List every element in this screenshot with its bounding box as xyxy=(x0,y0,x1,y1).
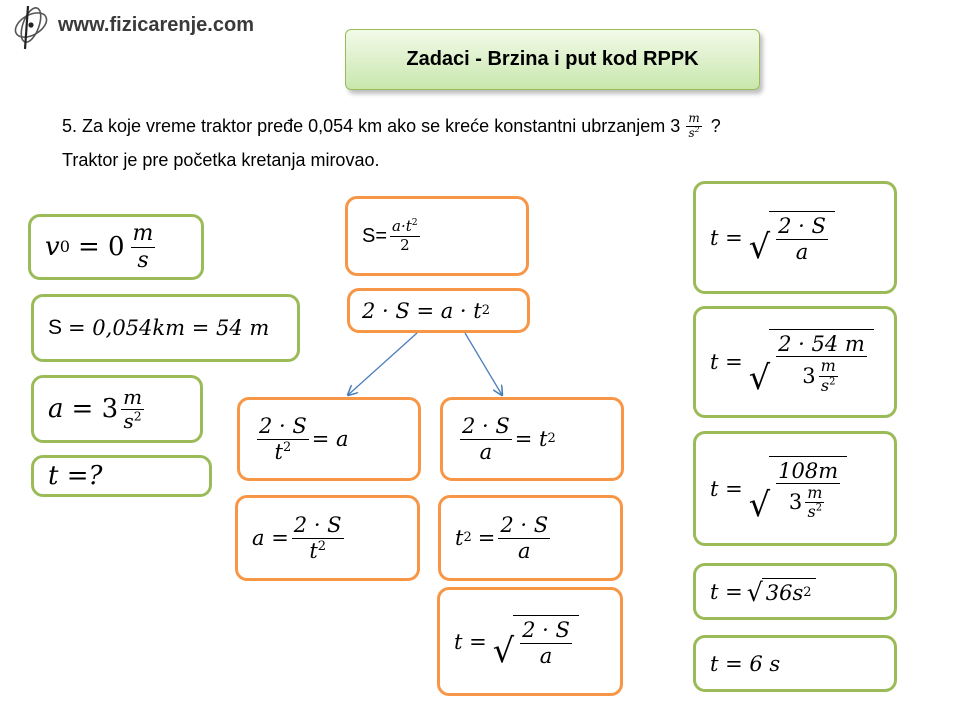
right1-den: a xyxy=(479,439,493,464)
left1-rhs: = a xyxy=(311,427,349,451)
right1-frac xyxy=(460,414,512,463)
right2-lhs: t xyxy=(455,526,464,550)
formula-lhs: S= xyxy=(362,224,388,247)
a-unit xyxy=(121,386,144,433)
step3-den-coef: 3 xyxy=(788,490,803,515)
left2-den: t xyxy=(309,538,318,563)
result-text: t = 6 s xyxy=(710,651,781,676)
step4-sqrt: √ 36s 2 xyxy=(747,578,816,605)
solution-step2-box xyxy=(693,306,897,418)
step3-sqrt: √ 108m 3 $\frac{m}{s^2}$ xyxy=(749,456,847,522)
right3-lhs: t = xyxy=(454,629,487,654)
step1-num: 2 · S xyxy=(778,214,826,239)
problem-text-prefix: 5. Za koje vreme traktor pređe 0,054 km ako se kreće konstantni ubrzanjem 3 xyxy=(62,115,681,136)
step2-den-num: m xyxy=(820,356,836,376)
problem-unit-num: m xyxy=(688,111,700,125)
title-banner xyxy=(345,29,760,90)
right2-den: a xyxy=(517,538,531,563)
right3-num: 2 · S xyxy=(522,618,570,643)
step2-num: 2 · 54 m xyxy=(778,332,865,357)
site-url: www.fizicarenje.com xyxy=(58,14,254,36)
v0-eq: = 0 xyxy=(77,232,125,262)
step4-rad: 36s xyxy=(765,581,804,605)
a-symbol: a xyxy=(48,394,64,424)
right1-rhs: = t xyxy=(514,427,548,451)
v0-symbol: v xyxy=(45,232,60,262)
left2-den-exp: 2 xyxy=(317,538,327,554)
left1-num: 2 · S xyxy=(259,414,307,439)
formula-num-exp: 2 xyxy=(411,217,418,229)
problem-unit xyxy=(686,112,701,141)
step2-den-den-exp: 2 xyxy=(829,376,836,388)
formula-den: 2 xyxy=(400,235,410,254)
branch-arrows xyxy=(330,328,530,403)
rearranged-text: 2 · S = a · t xyxy=(362,298,482,323)
formula-num: a·t xyxy=(392,217,412,236)
v0-unit-num: m xyxy=(132,221,154,247)
step2-sqrt: √ 2 · 54 m 3 $\frac{m}{s^2}$ xyxy=(749,329,874,395)
formula-box xyxy=(345,196,529,276)
given-a-box xyxy=(31,375,203,443)
problem-line-2: Traktor je pre početka kretanja mirovao. xyxy=(62,150,380,170)
right3-sqrt: √ $\frac{2 \cdot S}{a}$ xyxy=(493,615,579,667)
problem-unit-exp: 2 xyxy=(694,124,700,134)
rearranged-box: 2 · S = a · t 2 xyxy=(347,288,530,333)
a-eq: = 3 xyxy=(71,394,119,424)
v0-unit xyxy=(131,221,156,273)
t-unknown: t =? xyxy=(48,461,103,491)
left1-den-exp: 2 xyxy=(282,439,292,455)
step4-lhs: t = xyxy=(710,579,743,604)
left2-frac xyxy=(292,513,344,562)
step1-sqrt: √ $\frac{2 \cdot S}{a}$ xyxy=(749,211,835,263)
step3-lhs: t = xyxy=(710,476,743,501)
problem-text-suffix: ? xyxy=(710,115,721,136)
logo-icon xyxy=(6,2,54,52)
right3-box xyxy=(437,587,623,696)
a-unit-den: s xyxy=(123,408,134,433)
problem-line-1 xyxy=(62,112,721,141)
step3-den-den: s xyxy=(807,502,816,522)
step2-den-den: s xyxy=(820,375,830,395)
a-unit-exp: 2 xyxy=(133,407,142,423)
step1-lhs: t = xyxy=(710,225,743,250)
left2-box xyxy=(235,495,420,581)
s-value: = 0,054km = 54 m xyxy=(68,316,270,340)
step2-den-coef: 3 xyxy=(802,363,816,388)
left1-box xyxy=(237,397,421,481)
given-v0-box: v 0 = 0 $\frac{m}{s}$ xyxy=(28,214,204,280)
right2-box: t 2 = $\frac{2 \cdot S}{a}$ xyxy=(438,495,623,581)
page-title: Zadaci - Brzina i put kod RPPK xyxy=(406,48,699,70)
solution-step3-box xyxy=(693,431,897,546)
arrow-right xyxy=(465,333,502,395)
given-t-box xyxy=(31,455,212,497)
v0-unit-den: s xyxy=(137,247,149,273)
left1-frac xyxy=(257,414,309,463)
left1-den: t xyxy=(274,439,283,464)
step3-den-den-exp: 2 xyxy=(815,502,823,514)
step2-lhs: t = xyxy=(710,350,743,374)
step3-den-num: m xyxy=(807,482,823,502)
right3-den: a xyxy=(539,643,553,668)
right1-box: $\frac{2 \cdot S}{a}$ = t 2 xyxy=(440,397,624,481)
solution-step4-box xyxy=(693,563,897,620)
right2-eq: = xyxy=(477,526,496,550)
problem-unit-den: s xyxy=(688,125,695,140)
right2-num: 2 · S xyxy=(500,513,549,538)
left2-lhs: a = xyxy=(252,526,289,550)
given-s-box xyxy=(31,294,300,362)
formula-frac xyxy=(390,218,420,254)
step1-den: a xyxy=(795,239,809,264)
solution-result-box xyxy=(693,635,897,692)
solution-step1-box xyxy=(693,181,897,294)
s-label: S xyxy=(48,316,63,339)
right2-frac xyxy=(498,513,550,562)
right1-num: 2 · S xyxy=(462,414,510,439)
arrow-left xyxy=(348,333,417,395)
a-unit-num: m xyxy=(123,384,143,409)
left2-num: 2 · S xyxy=(293,513,342,538)
step3-num: 108m xyxy=(778,458,839,483)
